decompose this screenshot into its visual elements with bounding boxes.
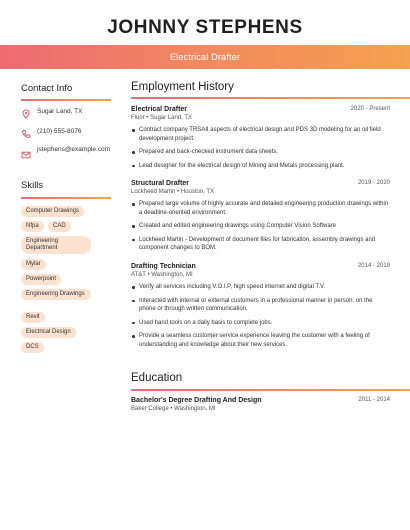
job-bullet: Contract company TRSAII aspects of electrical design and PDS 3D modeling for an oil field development project.: [131, 126, 390, 143]
left-column: [21, 83, 111, 383]
contact-location: [21, 108, 111, 119]
title-banner: [0, 45, 410, 69]
job-company-line: [131, 189, 390, 195]
separator-dot: •: [147, 272, 152, 278]
employment-section-title: Employment History: [131, 81, 234, 93]
skill-chip: Electrical Design: [21, 327, 76, 338]
education-location: Washington, MI: [174, 406, 216, 412]
job-title: Drafting Technician: [131, 263, 196, 270]
job-bullet: Prepared large volume of highly accurate and detailed engineering production drawings within a deadline-oriented environment.: [131, 200, 390, 217]
job-date: 2014 - 2019: [357, 263, 390, 269]
job-location: Sugar Land, TX: [150, 115, 193, 121]
job-bullet: Lockheed Martin - Development of document files for fabrication, assembly drawings and component changes to BOM.: [131, 236, 390, 253]
education-section-title: Education: [131, 372, 183, 384]
skill-chip: CAD: [48, 221, 71, 232]
job-date: 2019 - 2020: [357, 180, 390, 186]
job-company: AT&T: [131, 272, 146, 278]
job-bullet: Created and edited engineering drawings using Computer Vision Software: [131, 222, 390, 231]
skill-chip: Powerpoint: [21, 274, 61, 285]
job-bullet: Interacted with internal or external customers in a professional manner in person, on the phone or through written communication.: [131, 297, 390, 314]
job-bullet: Verify all services including V.O.I.P, high speed internet and digital T.V.: [131, 283, 390, 292]
job-company-line: [131, 115, 390, 121]
job-company: Fluor: [131, 115, 145, 121]
job-bullets: [131, 283, 390, 350]
job-bullets: [131, 200, 390, 253]
job-entry: [131, 180, 390, 258]
contact-email-text[interactable]: jstephens@example.com: [37, 146, 111, 153]
job-bullet: Provide a seamless customer service experience leaving the customer with a feeling of understanding and knowledge about their new services.: [131, 332, 390, 349]
employment-section-rule: [131, 97, 410, 99]
education-entry: [131, 397, 390, 412]
contact-email: [21, 146, 111, 160]
education-school: Baker College: [131, 406, 169, 412]
job-title: Electrical Drafter: [131, 106, 188, 113]
contact-phone-text[interactable]: (210) 555-8076: [37, 128, 82, 135]
job-date: 2020 - Present: [350, 106, 390, 112]
job-title-banner-text: Electrical Drafter: [169, 52, 241, 62]
job-location: Washington, MI: [151, 272, 193, 278]
skills-section-title: Skills: [21, 180, 44, 191]
skill-chip: Computer Drawings: [21, 206, 84, 217]
education-section-rule: [131, 389, 410, 391]
contact-phone: [21, 128, 111, 139]
education-school-line: [131, 406, 390, 412]
contact-location-text: Sugar Land, TX: [37, 108, 83, 115]
separator-dot: •: [146, 115, 151, 121]
education-section: [131, 372, 410, 422]
skills-section-rule: [21, 197, 111, 199]
skill-chip: Revit: [21, 312, 45, 323]
envelope-icon: [21, 150, 31, 160]
job-title: Structural Drafter: [131, 180, 189, 187]
job-company: Lockheed Martin: [131, 189, 176, 195]
resume-name: JOHNNY STEPHENS: [107, 17, 303, 38]
job-company-line: [131, 272, 390, 278]
job-bullet: Lead designer for the electrical design of Mining and Metals processing plant.: [131, 162, 390, 171]
job-location: Houston, TX: [180, 189, 215, 195]
job-bullet: Used hand tools on a daily basis to complete jobs.: [131, 319, 390, 328]
job-entry: [131, 263, 390, 355]
right-column: [131, 81, 410, 421]
skill-chip: Engineering Department: [21, 236, 91, 254]
location-pin-icon: [21, 109, 31, 119]
contact-section-rule: [21, 99, 111, 101]
job-bullet: Prepared and back-checked instrument data sheets.: [131, 148, 390, 157]
contact-section-title: Contact Info: [21, 83, 73, 94]
education-degree: Bachelor's Degree Drafting And Design: [131, 397, 262, 404]
education-date: 2011 - 2014: [358, 397, 390, 403]
job-entry: [131, 106, 390, 175]
skill-chip: Engineering Drawings: [21, 289, 91, 300]
skill-chip: Mylar: [21, 259, 46, 270]
phone-icon: [21, 129, 31, 139]
skill-chip: Nfpa: [21, 221, 44, 232]
skill-chip: DCS: [21, 342, 44, 353]
job-bullets: [131, 126, 390, 170]
separator-dot: •: [177, 189, 181, 195]
separator-dot: •: [170, 406, 175, 412]
